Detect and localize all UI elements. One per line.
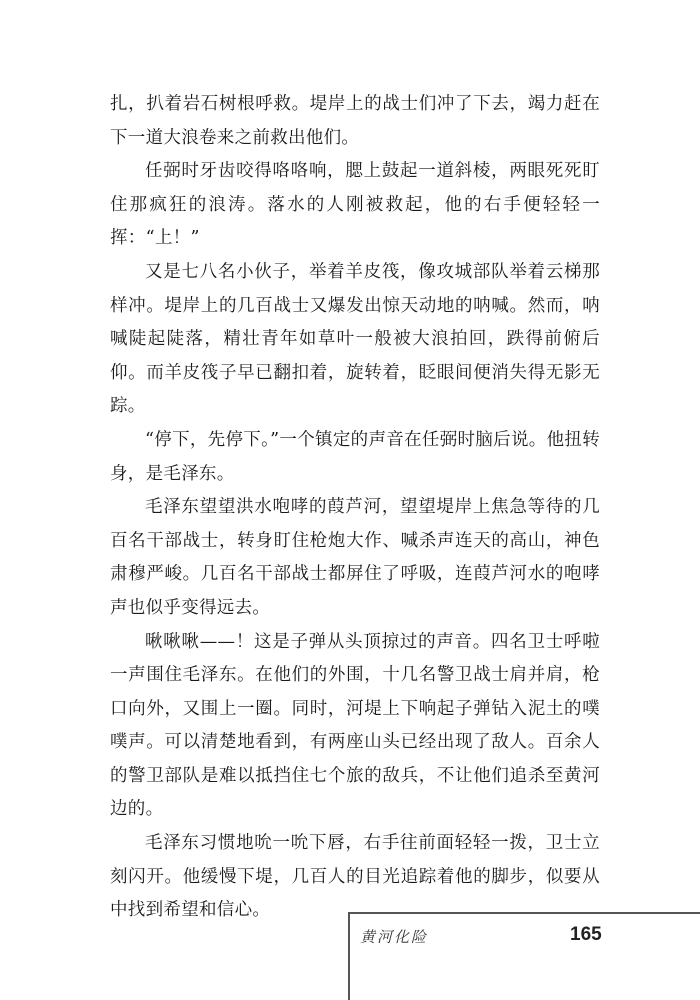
footer-chapter-title: 黄河化险 <box>360 928 429 946</box>
paragraph: 又是七八名小伙子，举着羊皮筏，像攻城部队举着云梯那样冲。堤岸上的几百战士又爆发出惊天动地的呐喊。然而，呐喊陡起陡落，精壮青年如草叶一般被大浪拍回，跌得前俯后仰。而羊皮筏子早已翻扣着，旋转着，眨眼间便消失得无影无踪。 <box>110 261 600 417</box>
paragraph: “停下，先停下。”一个镇定的声音在任弼时脑后说。他扭转身，是毛泽东。 <box>110 429 600 484</box>
paragraph: 任弼时牙齿咬得咯咯响，腮上鼓起一道斜棱，两眼死死盯住那疯狂的浪涛。落水的人刚被救起，他的右手便轻轻一挥：“上！” <box>110 161 600 249</box>
paragraph: 啾啾啾——！这是子弹从头顶掠过的声音。四名卫士呼啦一声围住毛泽东。在他们的外围，十几名警卫战士肩并肩，枪口向外，又围上一圈。同时，河堤上下响起子弹钻入泥土的噗噗声。可以清楚地看到，有两座山头已经出现了敌人。百余人的警卫部队是难以抵挡住七个旅的敌兵，不让他们追杀至黄河边的。 <box>110 631 600 820</box>
paragraph: 毛泽东习惯地吮一吮下唇，右手往前面轻轻一拨，卫士立刻闪开。他缓慢下堤，几百人的目光追踪着他的脚步，似要从中找到希望和信心。 <box>110 833 600 921</box>
paragraph: 毛泽东望望洪水咆哮的葭芦河，望望堤岸上焦急等待的几百名干部战士，转身盯住枪炮大作、喊杀声连天的高山，神色肃穆严峻。几百名干部战士都屏住了呼吸，连葭芦河水的咆哮声也似乎变得远去。 <box>110 497 600 618</box>
page-body <box>110 88 600 928</box>
page-number: 165 <box>570 924 602 945</box>
footer-divider-vertical <box>348 912 350 1000</box>
footer-divider-horizontal <box>348 912 700 914</box>
paragraph: 扎，扒着岩石树根呼救。堤岸上的战士们冲了下去，竭力赶在下一道大浪卷来之前救出他们。 <box>110 94 600 148</box>
